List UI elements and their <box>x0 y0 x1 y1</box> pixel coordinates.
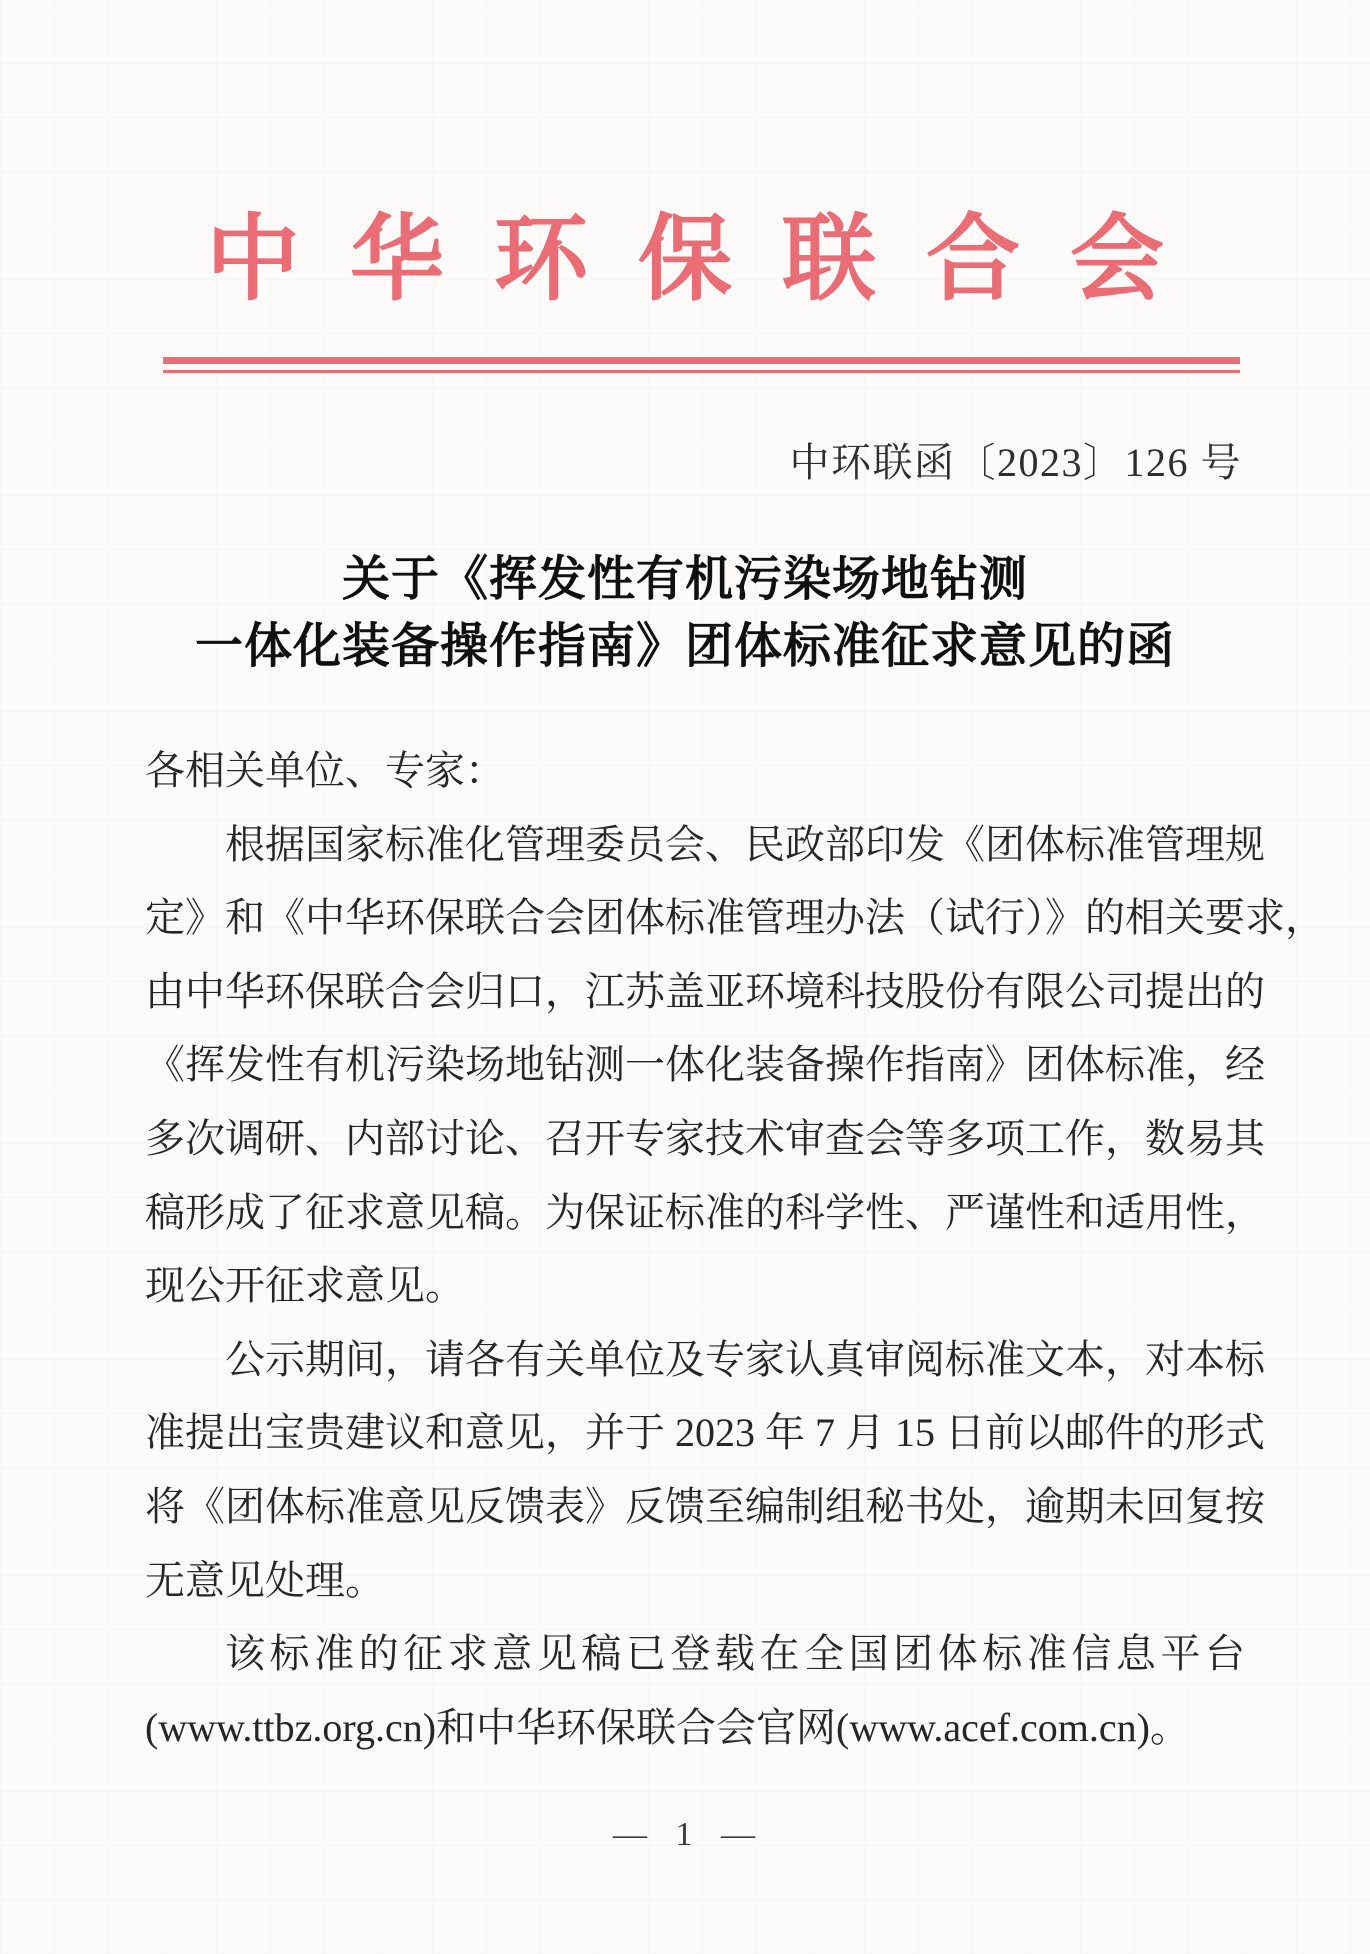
document-body <box>145 734 1325 1764</box>
body-line: 无意见处理。 <box>145 1557 385 1603</box>
org-name-header: 中华环保联合会 <box>205 208 1214 312</box>
doc-number: 中环联函〔2023〕126 号 <box>789 440 1242 485</box>
body-lines <box>145 808 1325 1765</box>
body-line: 该标准的征求意见稿已登载在全国团体标准信息平台 <box>225 1631 1245 1677</box>
title-line-1: 关于《挥发性有机污染场地钻测 <box>341 553 1028 606</box>
header-divider <box>163 357 1240 373</box>
page-number: — 1 — <box>613 1816 757 1853</box>
body-line: 将《团体标准意见反馈表》反馈至编制组秘书处，逾期未回复按 <box>145 1483 1265 1529</box>
body-line: 现公开征求意见。 <box>145 1263 465 1309</box>
body-line: 《挥发性有机污染场地钻测一体化装备操作指南》团体标准，经 <box>145 1042 1265 1088</box>
salutation: 各相关单位、专家： <box>145 748 505 793</box>
header-divider-thick-line <box>163 357 1240 364</box>
body-line: 由中华环保联合会归口，江苏盖亚环境科技股份有限公司提出的 <box>145 968 1265 1014</box>
header-divider-thin-line <box>163 370 1240 373</box>
body-line: (www.ttbz.org.cn)和中华环保联合会官网(www.acef.com.cn)。 <box>145 1704 1190 1750</box>
body-line: 公示期间，请各有关单位及专家认真审阅标准文本，对本标 <box>225 1336 1265 1382</box>
document-title <box>0 546 1370 680</box>
body-line: 稿形成了征求意见稿。为保证标准的科学性、严谨性和适用性， <box>145 1189 1265 1235</box>
body-line: 根据国家标准化管理委员会、民政部印发《团体标准管理规 <box>225 821 1265 867</box>
body-line: 多次调研、内部讨论、召开专家技术审查会等多项工作，数易其 <box>145 1115 1265 1161</box>
body-line: 准提出宝贵建议和意见，并于 2023 年 7 月 15 日前以邮件的形式 <box>145 1410 1265 1456</box>
body-line: 定》和《中华环保联合会团体标准管理办法（试行）》的相关要求， <box>145 895 1325 941</box>
title-line-2: 一体化装备操作指南》团体标准征求意见的函 <box>194 620 1175 673</box>
